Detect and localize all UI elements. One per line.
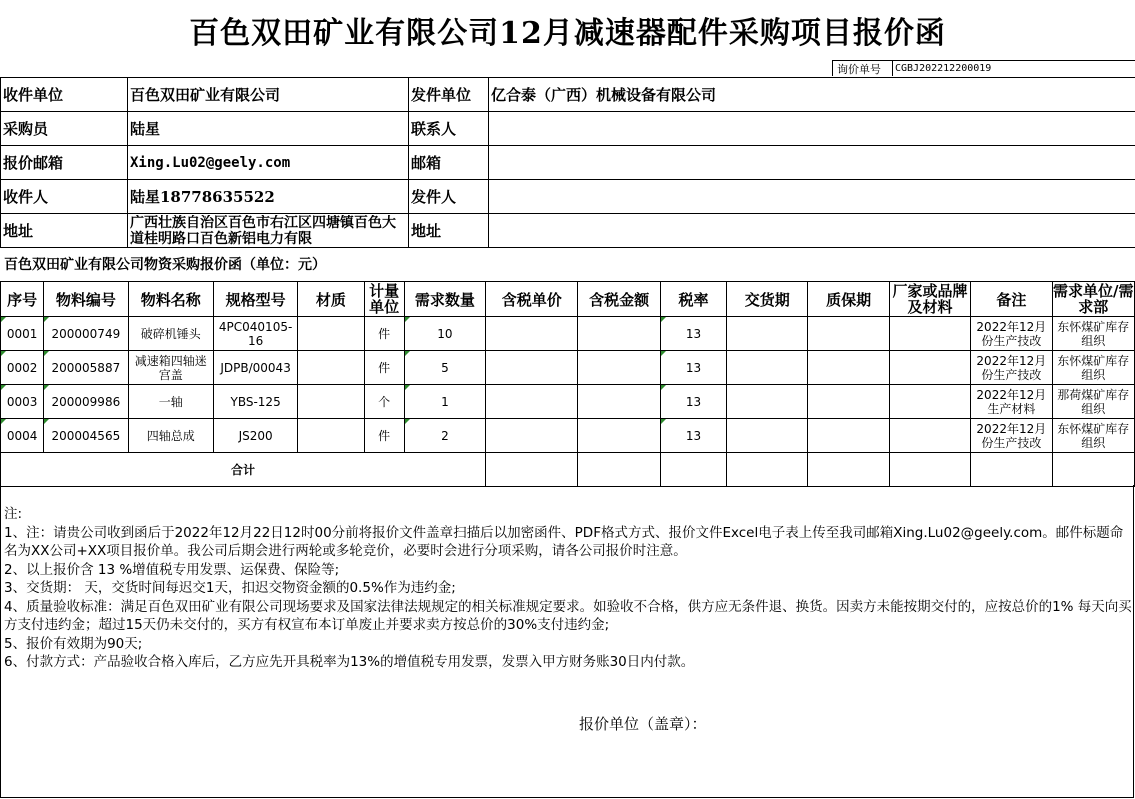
spec-cell[interactable]: JS200: [213, 419, 297, 453]
table-row: [1, 351, 1135, 385]
total-label: 合计: [1, 453, 486, 487]
tax-rate-cell[interactable]: 13: [660, 385, 726, 419]
amount-cell[interactable]: [578, 419, 660, 453]
quantity-cell[interactable]: 2: [404, 419, 485, 453]
total-cell[interactable]: [1052, 453, 1135, 487]
col-header: 质保期: [808, 282, 889, 317]
info-row: [1, 112, 1135, 146]
address-label: 地址: [1, 214, 128, 248]
total-cell[interactable]: [889, 453, 970, 487]
col-header: 备注: [971, 282, 1052, 317]
tax-rate-cell[interactable]: 13: [660, 419, 726, 453]
stamp-label: 报价单位（盖章）：: [579, 715, 707, 733]
note-line: 3、交货期： 天，交货时间每迟交1天，扣迟交物资金额的0.5%作为违约金;: [4, 580, 456, 596]
delivery-cell[interactable]: [727, 351, 808, 385]
unit-price-cell[interactable]: [486, 419, 578, 453]
note-line: 6、付款方式：产品验收合格入库后，乙方应先开具税率为13%的增值税专用发票，发票入甲方财务账30日内付款。: [4, 654, 695, 670]
brand-cell[interactable]: [889, 385, 970, 419]
note-line: 5、报价有效期为90天;: [4, 635, 143, 652]
total-cell[interactable]: [578, 453, 660, 487]
recipient-value[interactable]: 陆星18778635522: [128, 180, 409, 214]
recipient-label: 收件人: [1, 180, 128, 214]
unit-cell[interactable]: 件: [364, 419, 404, 453]
row-no-cell[interactable]: 0002: [1, 351, 44, 385]
address2-label: 地址: [409, 214, 489, 248]
amount-cell[interactable]: [578, 385, 660, 419]
note-line: 1、注：请贵公司收到函后于2022年12月22日12时00分前将报价文件盖章扫描后以加密函件、PDF格式方式、报价文件Excel电子表上传至我司邮箱Xing.Lu02@geely.com。邮件标题命名为XX公司+XX项目报价单。我公司后期会进行两轮或多轮竞价，必要时会进行分项采购，请各公司报价时注意。: [4, 524, 1124, 559]
material-cell[interactable]: [298, 419, 364, 453]
info-row: [1, 78, 1135, 112]
warranty-cell[interactable]: [808, 351, 889, 385]
contact-value[interactable]: [489, 112, 1135, 146]
warranty-cell[interactable]: [808, 385, 889, 419]
col-header: 计量单位: [364, 282, 404, 317]
brand-cell[interactable]: [889, 351, 970, 385]
unit-cell[interactable]: 件: [364, 317, 404, 351]
delivery-cell[interactable]: [727, 385, 808, 419]
delivery-cell[interactable]: [727, 419, 808, 453]
brand-cell[interactable]: [889, 419, 970, 453]
col-header: 需求单位/需求部: [1053, 282, 1134, 316]
remark-cell[interactable]: 2022年12月生产材料: [971, 385, 1052, 419]
col-header: 物料名称: [128, 282, 213, 317]
unit-cell[interactable]: 件: [364, 351, 404, 385]
amount-cell[interactable]: [578, 317, 660, 351]
material-code-cell[interactable]: 200004565: [44, 419, 128, 453]
material-code-cell[interactable]: 200009986: [44, 385, 128, 419]
total-cell[interactable]: [660, 453, 726, 487]
material-name-cell[interactable]: 四轴总成: [128, 419, 213, 453]
quantity-cell[interactable]: 10: [404, 317, 485, 351]
buyer-value[interactable]: 陆星: [128, 112, 409, 146]
warranty-cell[interactable]: [808, 317, 889, 351]
material-cell[interactable]: [298, 385, 364, 419]
department-cell[interactable]: 东怀煤矿库存组织: [1052, 419, 1135, 453]
row-no-cell[interactable]: 0003: [1, 385, 44, 419]
quantity-cell[interactable]: 5: [404, 351, 485, 385]
total-cell[interactable]: [971, 453, 1052, 487]
col-header: 规格型号: [213, 282, 297, 317]
material-name-cell[interactable]: 一轴: [128, 385, 213, 419]
email-label: 邮箱: [409, 146, 489, 180]
total-cell[interactable]: [727, 453, 808, 487]
info-row: [1, 146, 1135, 180]
total-cell[interactable]: [486, 453, 578, 487]
col-header: 厂家或品牌及材料: [889, 282, 970, 317]
row-no-cell[interactable]: 0004: [1, 419, 44, 453]
note-line: 4、质量验收标准：满足百色双田矿业有限公司现场要求及国家法律法规规定的相关标准规定要求。如验收不合格，供方应无条件退、换货。因卖方未能按期交付的，应按总价的1% 每天向买方支付违约金；超过15天仍未交付的，买方有权宣布本订单废止并要求卖方按总价的30%支付违约金;: [4, 598, 1132, 633]
remark-cell[interactable]: 2022年12月份生产技改: [971, 419, 1052, 453]
sender-label: 发件人: [409, 180, 489, 214]
note-line: 注:: [4, 506, 23, 522]
material-code-cell[interactable]: 200005887: [44, 351, 128, 385]
amount-cell[interactable]: [578, 351, 660, 385]
col-header: 需求数量: [404, 282, 485, 317]
contact-label: 联系人: [409, 112, 489, 146]
info-table: [0, 77, 1135, 248]
receiver-unit-label: 收件单位: [1, 78, 128, 112]
material-code-cell[interactable]: 200000749: [44, 317, 128, 351]
department-cell[interactable]: 那荷煤矿库存组织: [1052, 385, 1135, 419]
tax-rate-cell[interactable]: 13: [660, 351, 726, 385]
receiver-unit-value[interactable]: 百色双田矿业有限公司: [128, 78, 409, 112]
total-cell[interactable]: [808, 453, 889, 487]
col-header: 物料编号: [44, 282, 128, 317]
department-cell[interactable]: 东怀煤矿库存组织: [1052, 351, 1135, 385]
col-header: 交货期: [727, 282, 808, 317]
col-header: 税率: [660, 282, 726, 317]
table-row: [1, 317, 1135, 351]
brand-cell[interactable]: [889, 317, 970, 351]
address-text: 广西壮族自治区百色市右江区四塘镇百色大道桂明路口百色新铝电力有限: [130, 214, 396, 247]
address2-value[interactable]: [489, 214, 1135, 248]
row-no-cell[interactable]: 0001: [1, 317, 44, 351]
sender-value[interactable]: [489, 180, 1135, 214]
col-header: 含税金额: [578, 282, 660, 317]
spec-cell[interactable]: JDPB/00043: [213, 351, 297, 385]
remark-cell[interactable]: 2022年12月份生产技改: [971, 317, 1052, 351]
quantity-cell[interactable]: 1: [404, 385, 485, 419]
unit-price-cell[interactable]: [486, 317, 578, 351]
tax-rate-cell[interactable]: 13: [660, 317, 726, 351]
material-name-cell[interactable]: 破碎机锤头: [128, 317, 213, 351]
address-value[interactable]: [128, 214, 409, 248]
info-row: [1, 214, 1135, 248]
material-name-cell[interactable]: 减速箱四轴迷宫盖: [128, 351, 213, 385]
table-row: [1, 419, 1135, 453]
table-row: [1, 385, 1135, 419]
material-cell[interactable]: [298, 351, 364, 385]
total-row: [1, 453, 1135, 487]
unit-price-cell[interactable]: [486, 351, 578, 385]
material-cell[interactable]: [298, 317, 364, 351]
table-subtitle: 百色双田矿业有限公司物资采购报价函（单位：元）: [4, 257, 326, 273]
inquiry-number-value: CGBJ202212200019: [892, 60, 1135, 76]
col-header: 材质: [298, 282, 364, 317]
spec-cell[interactable]: 4PC040105-16: [213, 317, 297, 351]
quote-email-value[interactable]: Xing.Lu02@geely.com: [128, 146, 409, 180]
col-header: 含税单价: [486, 282, 578, 317]
delivery-cell[interactable]: [727, 317, 808, 351]
quote-email-label: 报价邮箱: [1, 146, 128, 180]
spec-cell[interactable]: YBS-125: [213, 385, 297, 419]
unit-price-cell[interactable]: [486, 385, 578, 419]
department-cell[interactable]: 东怀煤矿库存组织: [1052, 317, 1135, 351]
remark-cell[interactable]: 2022年12月份生产技改: [971, 351, 1052, 385]
warranty-cell[interactable]: [808, 419, 889, 453]
inquiry-number-label: 询价单号: [832, 60, 892, 76]
sender-unit-value[interactable]: 亿合泰（广西）机械设备有限公司: [489, 78, 1135, 112]
col-header: 序号: [1, 282, 44, 317]
notes-section: [4, 505, 1132, 672]
info-row: [1, 180, 1135, 214]
unit-cell[interactable]: 个: [364, 385, 404, 419]
buyer-label: 采购员: [1, 112, 128, 146]
sender-unit-label: 发件单位: [409, 78, 489, 112]
items-table: [0, 281, 1135, 487]
note-line: 2、以上报价含 13 %增值税专用发票、运保费、保险等;: [4, 561, 340, 578]
email-value[interactable]: [489, 146, 1135, 180]
page-title: 百色双田矿业有限公司12月减速器配件采购项目报价函: [189, 16, 946, 51]
items-header-row: [1, 282, 1135, 317]
